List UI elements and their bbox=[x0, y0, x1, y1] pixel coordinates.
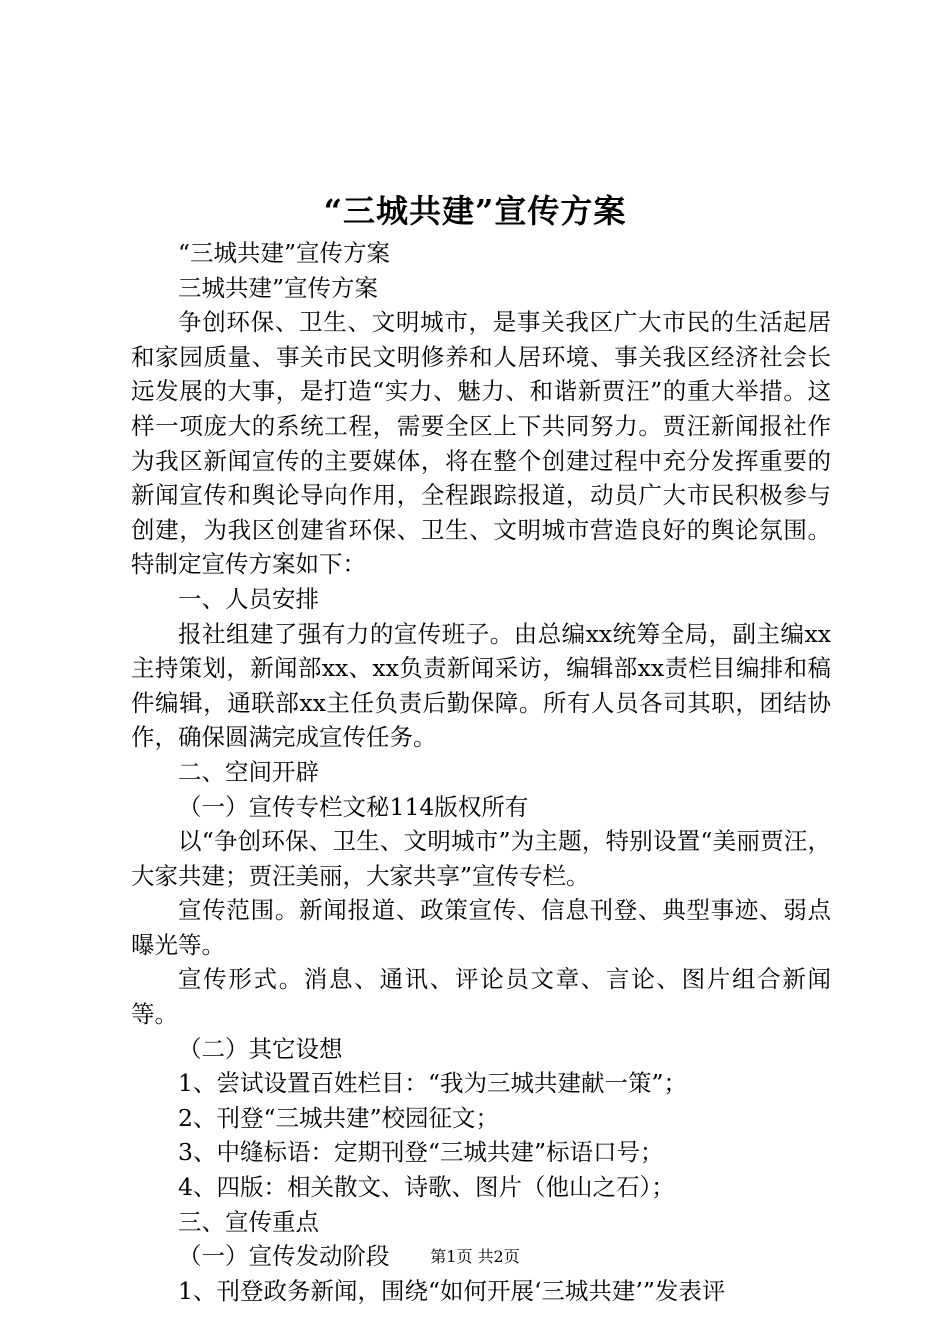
document-title: “三城共建”宣传方案 bbox=[323, 192, 627, 230]
paragraph: 宣传形式。消息、通讯、评论员文章、言论、图片组合新闻等。 bbox=[131, 965, 831, 1029]
paragraph: 以“争创环保、卫生、文明城市”为主题，特别设置“美丽贾汪，大家共建；贾汪美丽，大家共享”宣传专栏。 bbox=[131, 827, 831, 890]
section-heading: 二、空间开辟 bbox=[178, 757, 319, 786]
paragraph: 宣传范围。新闻报道、政策宣传、信息刊登、典型事迹、弱点曝光等。 bbox=[131, 896, 831, 959]
section-heading: 一、人员安排 bbox=[178, 584, 319, 613]
page-footer: 第1页 共2页 bbox=[430, 1247, 520, 1266]
paragraph: 争创环保、卫生、文明城市，是事关我区广大市民的生活起居和家园质量、事关市民文明修养和人居环境、事关我区经济社会长远发展的大事，是打造“实力、魅力、和谐新贾汪”的重大举措。这样一项庞大的系统工程，需要全区上下共同努力。贾汪新闻报社作为我区新闻宣传的主要媒体，将在整个创建过程中充分发挥重要的新闻宣传和舆论导向作用，全程跟踪报道，动员广大市民积极参与创建，为我区创建省环保、卫生、文明城市营造良好的舆论氛围。特制定宣传方案如下： bbox=[131, 308, 831, 579]
list-item: 2、刊登“三城共建”校园征文； bbox=[178, 1103, 499, 1132]
list-item: 4、四版：相关散文、诗歌、图片（他山之石）； bbox=[178, 1173, 675, 1202]
list-item: 1、刊登政务新闻，围绕“如何开展‘三城共建’”发表评 bbox=[178, 1276, 726, 1305]
subsection-heading: （一）宣传专栏文秘114版权所有 bbox=[178, 792, 529, 821]
paragraph: 报社组建了强有力的宣传班子。由总编xx统筹全局，副主编xx主持策划，新闻部xx、xx负责新闻采访，编辑部xx责栏目编排和稿件编辑，通联部xx主任负责后勤保障。所有人员各司其职，团结协作，确保圆满完成宣传任务。 bbox=[131, 619, 831, 752]
paragraph: “三城共建”宣传方案 bbox=[178, 239, 391, 267]
document-body bbox=[131, 236, 831, 1308]
list-item: 1、尝试设置百姓栏目：“我为三城共建献一策”； bbox=[178, 1069, 687, 1098]
subsection-heading: （二）其它设想 bbox=[178, 1034, 343, 1063]
list-item: 3、中缝标语：定期刊登“三城共建”标语口号； bbox=[178, 1138, 664, 1167]
subsection-heading: （一）宣传发动阶段 bbox=[178, 1242, 390, 1271]
paragraph: 三城共建”宣传方案 bbox=[178, 273, 379, 302]
section-heading: 三、宣传重点 bbox=[178, 1207, 319, 1236]
